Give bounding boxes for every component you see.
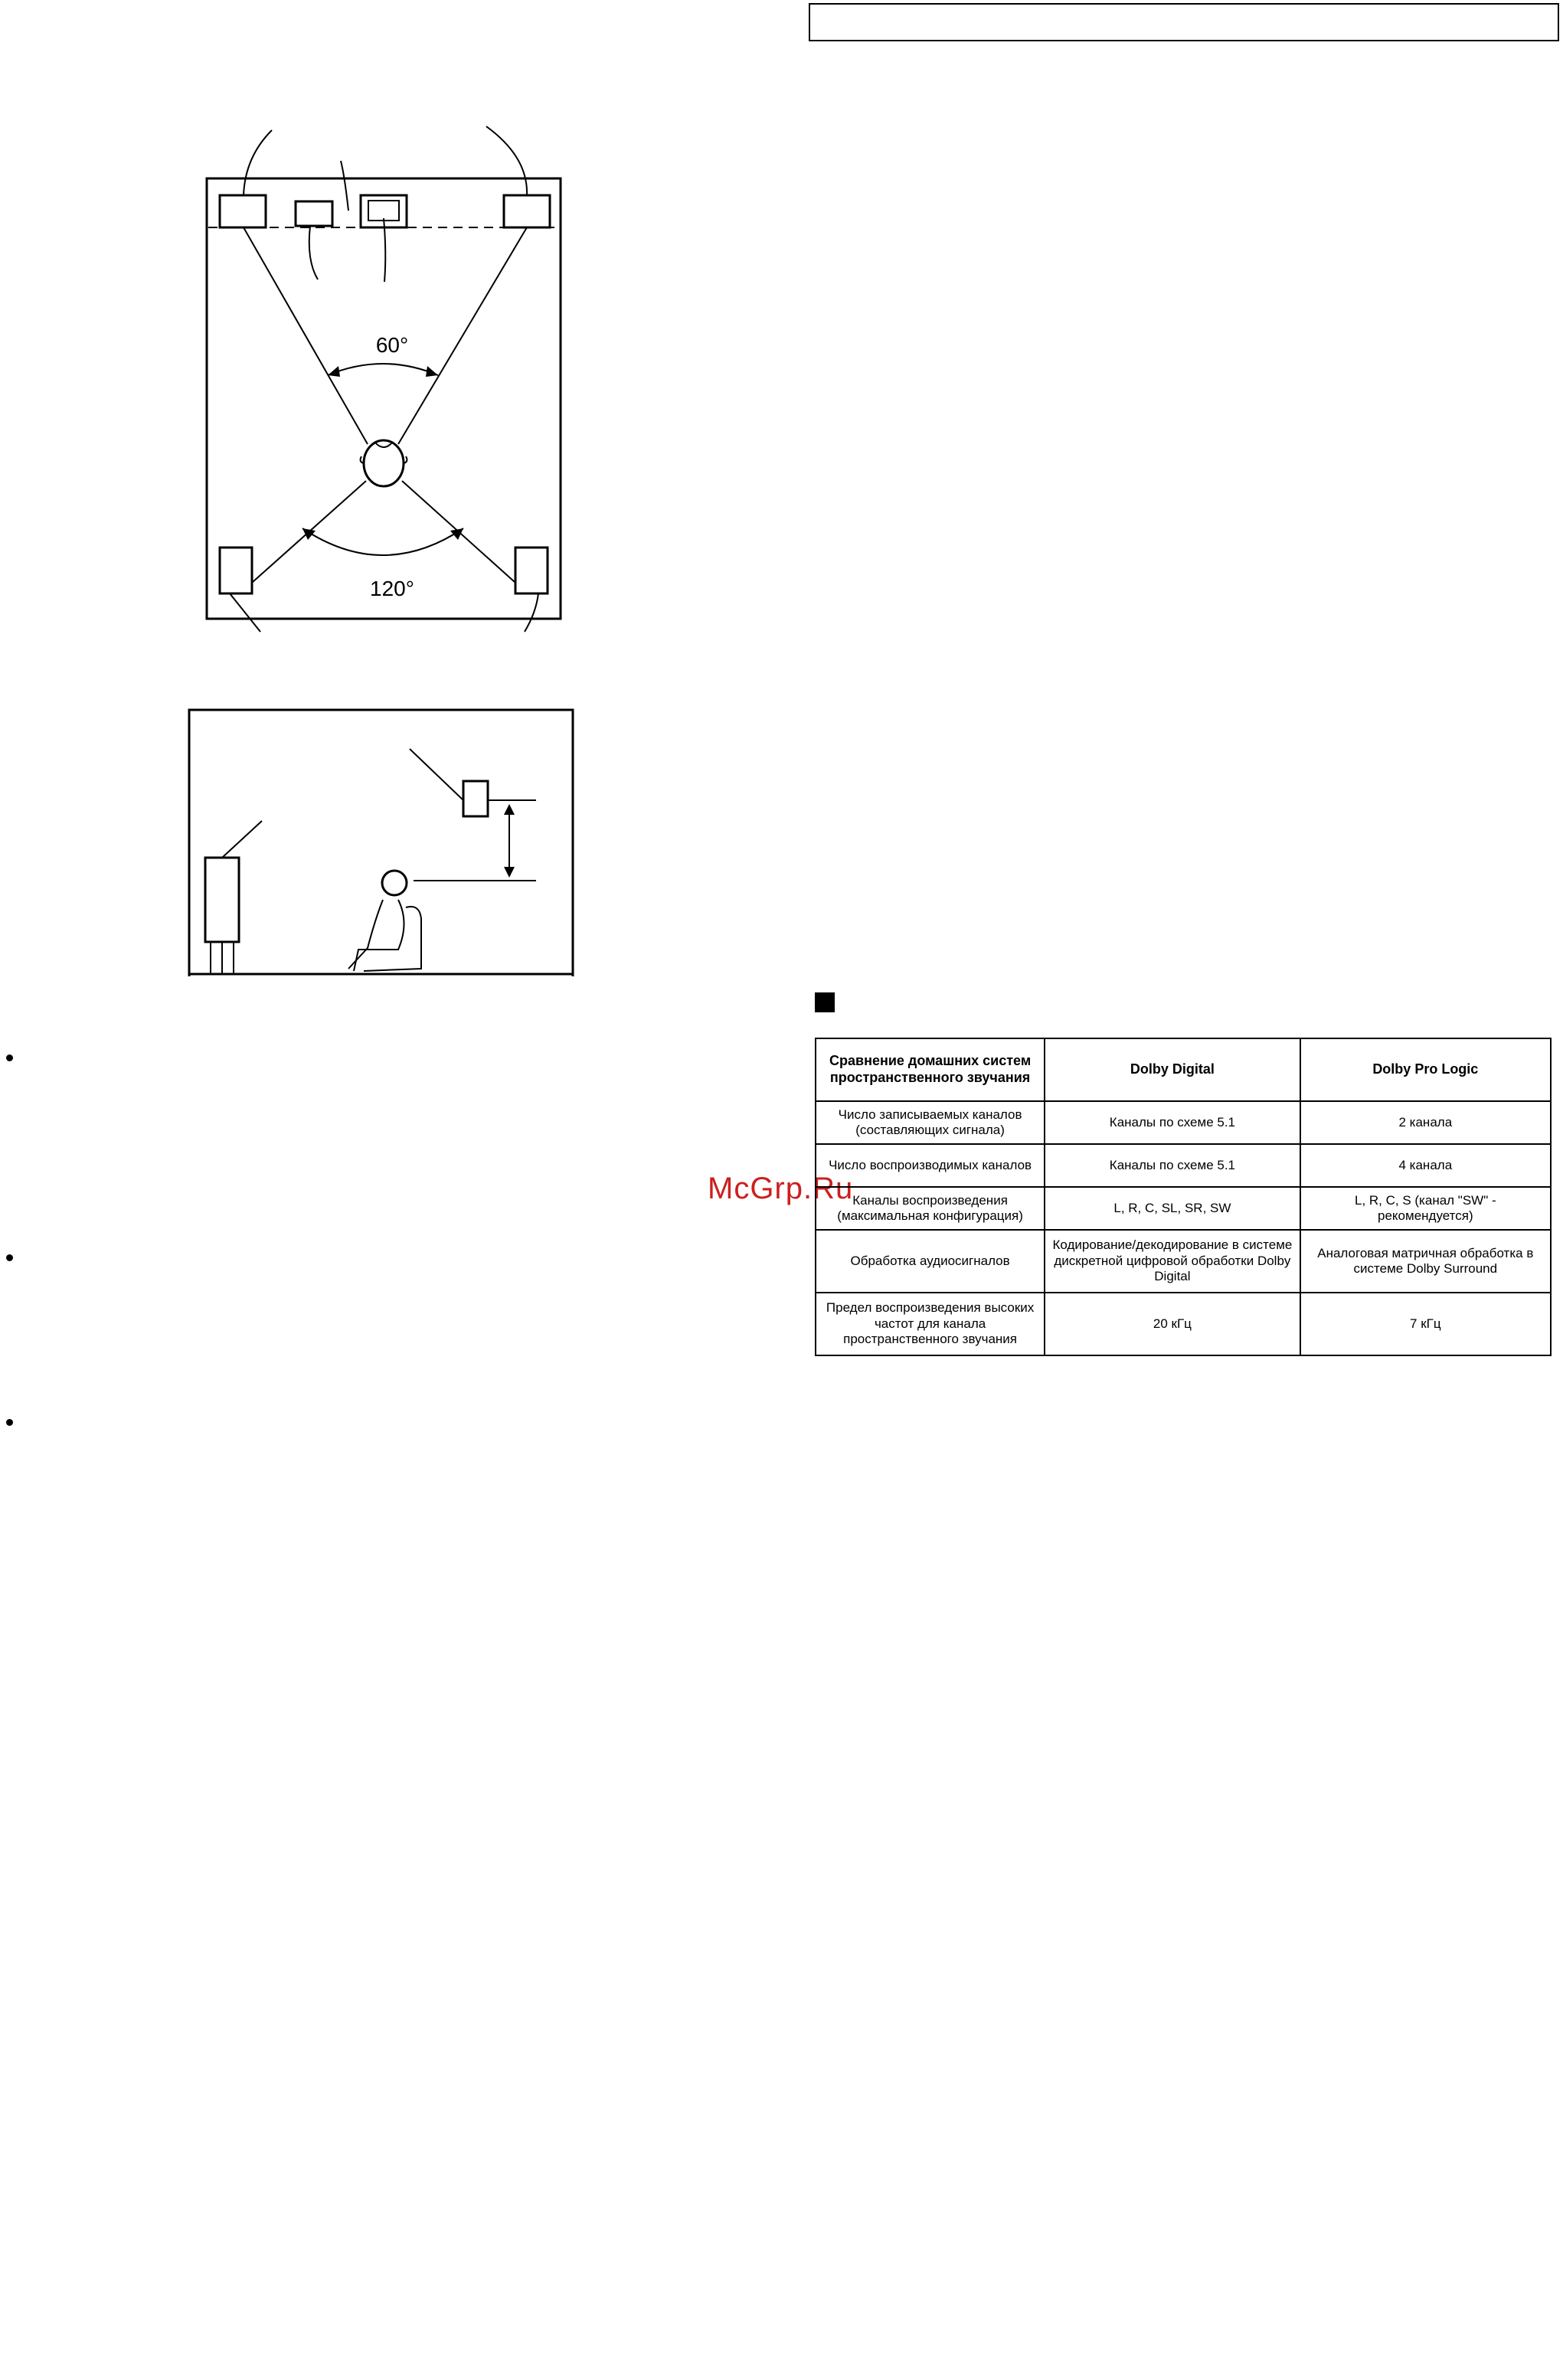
listener-side-head <box>382 871 407 895</box>
table-header-cell: Сравнение домашних систем пространственного звучания <box>816 1038 1045 1101</box>
angle-label-60: 60° <box>375 333 409 357</box>
table-cell: 4 канала <box>1300 1144 1551 1187</box>
surround-speaker-wall <box>463 781 488 816</box>
table-cell: Число записываемых каналов (составляющих сигнала) <box>816 1101 1045 1144</box>
angle-label-120: 120° <box>370 577 414 600</box>
table-cell: Каналы по схеме 5.1 <box>1045 1101 1300 1144</box>
bullet-point <box>6 1254 13 1261</box>
table-cell: Предел воспроизведения высоких частот для канала пространственного звучания <box>816 1293 1045 1355</box>
table-cell: 2 канала <box>1300 1101 1551 1144</box>
front-right-speaker <box>504 195 550 227</box>
table-row <box>816 1230 1551 1293</box>
section-marker-square <box>815 992 835 1012</box>
watermark: McGrp.Ru <box>708 1172 854 1205</box>
table-cell: Аналоговая матричная обработка в системе Dolby Surround <box>1300 1230 1551 1293</box>
table-cell: Каналы по схеме 5.1 <box>1045 1144 1300 1187</box>
table-cell: Кодирование/декодирование в системе дискретной цифровой обработки Dolby Digital <box>1045 1230 1300 1293</box>
table-cell: 7 кГц <box>1300 1293 1551 1355</box>
front-speaker-tower <box>205 858 239 942</box>
table-header-cell: Dolby Digital <box>1045 1038 1300 1101</box>
table-row <box>816 1187 1551 1230</box>
header-box <box>809 3 1559 41</box>
speaker-layout-side-view <box>184 705 582 980</box>
table-cell: Каналы воспроизведения (максимальная конфигурация) <box>816 1187 1045 1230</box>
speaker-layout-top-view <box>199 115 582 643</box>
table-header-cell: Dolby Pro Logic <box>1300 1038 1551 1101</box>
angle-arc-120 <box>302 528 463 555</box>
table-cell: Обработка аудиосигналов <box>816 1230 1045 1293</box>
front-left-speaker <box>220 195 266 227</box>
rear-left-speaker <box>220 548 252 593</box>
room-outline <box>207 178 561 619</box>
table-cell: 20 кГц <box>1045 1293 1300 1355</box>
table-cell: L, R, C, S (канал "SW" - рекомендуется) <box>1300 1187 1551 1230</box>
table-row <box>816 1293 1551 1355</box>
table-cell: Число воспроизводимых каналов <box>816 1144 1045 1187</box>
center-speaker <box>296 201 332 226</box>
table-row <box>816 1101 1551 1144</box>
bullet-point <box>6 1419 13 1426</box>
bullet-point <box>6 1054 13 1061</box>
angle-arc-60 <box>328 364 438 375</box>
table-cell: L, R, C, SL, SR, SW <box>1045 1187 1300 1230</box>
comparison-table <box>815 1038 1552 1356</box>
room-side-outline <box>189 710 573 976</box>
rear-right-speaker <box>515 548 548 593</box>
table-row <box>816 1144 1551 1187</box>
